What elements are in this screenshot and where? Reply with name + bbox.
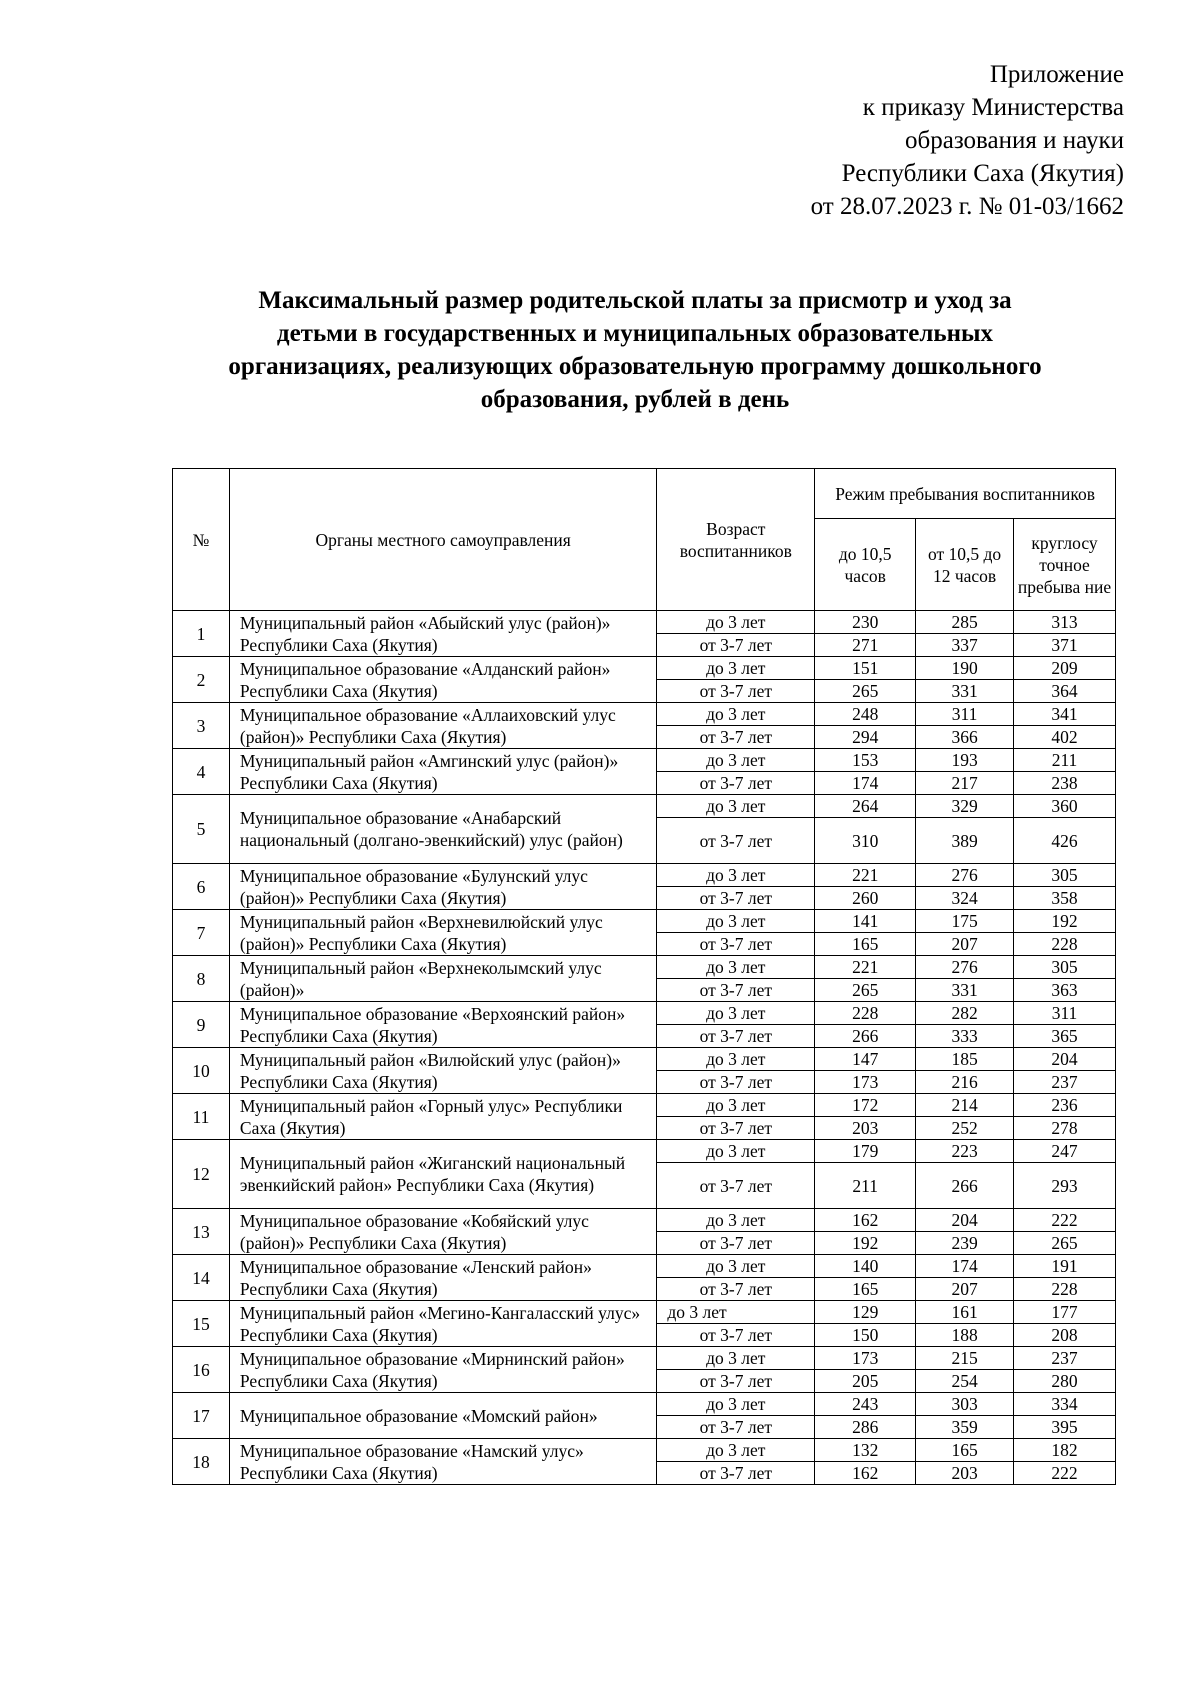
fee-round-the-clock: 204 xyxy=(1014,1048,1116,1071)
header-line: к приказу Министерства xyxy=(862,94,1124,121)
organization-name: Муниципальное образование «Анабарский национальный (долгано-эвенкийский) улус (район) xyxy=(229,795,656,864)
fee-10-5-to-12: 329 xyxy=(916,795,1014,818)
organization-name: Муниципальное образование «Аллаиховский улус (район)» Республики Саха (Якутия) xyxy=(229,703,656,749)
age-group: до 3 лет xyxy=(657,1048,815,1071)
age-group: до 3 лет xyxy=(657,1255,815,1278)
fee-up-to-10-5: 165 xyxy=(815,1278,916,1301)
table-row xyxy=(173,1255,1116,1278)
age-group: до 3 лет xyxy=(657,611,815,634)
organization-name: Муниципальное образование «Алданский район» Республики Саха (Якутия) xyxy=(229,657,656,703)
col-header-stay-mode: Режим пребывания воспитанников xyxy=(815,469,1116,519)
age-group: до 3 лет xyxy=(657,956,815,979)
age-group: до 3 лет xyxy=(657,1301,815,1324)
fee-up-to-10-5: 221 xyxy=(815,956,916,979)
fee-10-5-to-12: 331 xyxy=(916,680,1014,703)
table-row xyxy=(173,910,1116,933)
table-row xyxy=(173,1209,1116,1232)
age-group: от 3-7 лет xyxy=(657,680,815,703)
fee-round-the-clock: 426 xyxy=(1014,818,1116,864)
col-header-round-the-clock: круглосу точное пребыва ние xyxy=(1014,519,1116,611)
fee-up-to-10-5: 132 xyxy=(815,1439,916,1462)
fee-10-5-to-12: 254 xyxy=(916,1370,1014,1393)
fee-10-5-to-12: 333 xyxy=(916,1025,1014,1048)
fee-round-the-clock: 236 xyxy=(1014,1094,1116,1117)
fee-10-5-to-12: 331 xyxy=(916,979,1014,1002)
fee-up-to-10-5: 265 xyxy=(815,979,916,1002)
age-group: от 3-7 лет xyxy=(657,979,815,1002)
age-group: до 3 лет xyxy=(657,1393,815,1416)
fee-round-the-clock: 363 xyxy=(1014,979,1116,1002)
age-group: от 3-7 лет xyxy=(657,1071,815,1094)
organization-name: Муниципальное образование «Момский район» xyxy=(229,1393,656,1439)
row-number: 4 xyxy=(173,749,230,795)
fee-up-to-10-5: 153 xyxy=(815,749,916,772)
table-row xyxy=(173,1094,1116,1117)
organization-name: Муниципальный район «Верхнеколымский улус (район)» xyxy=(229,956,656,1002)
fee-up-to-10-5: 192 xyxy=(815,1232,916,1255)
fee-round-the-clock: 341 xyxy=(1014,703,1116,726)
col-header-age: Возраст воспитанников xyxy=(657,469,815,611)
fee-up-to-10-5: 129 xyxy=(815,1301,916,1324)
table-body xyxy=(173,611,1116,1485)
fee-up-to-10-5: 228 xyxy=(815,1002,916,1025)
row-number: 10 xyxy=(173,1048,230,1094)
age-group: до 3 лет xyxy=(657,1002,815,1025)
header-line: Республики Саха (Якутия) xyxy=(841,160,1124,187)
row-number: 11 xyxy=(173,1094,230,1140)
age-group: до 3 лет xyxy=(657,910,815,933)
age-group: до 3 лет xyxy=(657,749,815,772)
organization-name: Муниципальное образование «Мирнинский район» Республики Саха (Якутия) xyxy=(229,1347,656,1393)
fee-up-to-10-5: 286 xyxy=(815,1416,916,1439)
table-row xyxy=(173,749,1116,772)
fee-10-5-to-12: 203 xyxy=(916,1462,1014,1485)
row-number: 5 xyxy=(173,795,230,864)
fee-up-to-10-5: 205 xyxy=(815,1370,916,1393)
fee-up-to-10-5: 264 xyxy=(815,795,916,818)
fee-up-to-10-5: 310 xyxy=(815,818,916,864)
fee-10-5-to-12: 207 xyxy=(916,933,1014,956)
fee-10-5-to-12: 337 xyxy=(916,634,1014,657)
appendix-header xyxy=(811,58,1124,223)
fee-up-to-10-5: 248 xyxy=(815,703,916,726)
age-group: от 3-7 лет xyxy=(657,1163,815,1209)
age-group: до 3 лет xyxy=(657,703,815,726)
row-number: 9 xyxy=(173,1002,230,1048)
fee-round-the-clock: 265 xyxy=(1014,1232,1116,1255)
document-title xyxy=(160,284,1110,416)
row-number: 13 xyxy=(173,1209,230,1255)
fee-10-5-to-12: 282 xyxy=(916,1002,1014,1025)
organization-name: Муниципальный район «Жиганский национальный эвенкийский район» Республики Саха (Якутия) xyxy=(229,1140,656,1209)
fee-round-the-clock: 311 xyxy=(1014,1002,1116,1025)
fee-up-to-10-5: 203 xyxy=(815,1117,916,1140)
age-group: от 3-7 лет xyxy=(657,1025,815,1048)
age-group: до 3 лет xyxy=(657,657,815,680)
age-group: до 3 лет xyxy=(657,1094,815,1117)
fee-10-5-to-12: 175 xyxy=(916,910,1014,933)
fee-10-5-to-12: 174 xyxy=(916,1255,1014,1278)
table-row xyxy=(173,1002,1116,1025)
fee-10-5-to-12: 216 xyxy=(916,1071,1014,1094)
fee-round-the-clock: 237 xyxy=(1014,1071,1116,1094)
row-number: 17 xyxy=(173,1393,230,1439)
table-row xyxy=(173,956,1116,979)
fee-up-to-10-5: 243 xyxy=(815,1393,916,1416)
fee-up-to-10-5: 172 xyxy=(815,1094,916,1117)
fee-10-5-to-12: 303 xyxy=(916,1393,1014,1416)
organization-name: Муниципальное образование «Ленский район» Республики Саха (Якутия) xyxy=(229,1255,656,1301)
row-number: 8 xyxy=(173,956,230,1002)
fee-10-5-to-12: 188 xyxy=(916,1324,1014,1347)
fee-10-5-to-12: 223 xyxy=(916,1140,1014,1163)
row-number: 6 xyxy=(173,864,230,910)
title-line: детьми в государственных и муниципальных образовательных xyxy=(276,320,994,347)
table-row xyxy=(173,1048,1116,1071)
fee-round-the-clock: 280 xyxy=(1014,1370,1116,1393)
age-group: от 3-7 лет xyxy=(657,887,815,910)
fee-10-5-to-12: 215 xyxy=(916,1347,1014,1370)
fee-10-5-to-12: 207 xyxy=(916,1278,1014,1301)
title-line: организациях, реализующих образовательную программу дошкольного xyxy=(228,353,1042,380)
age-group: от 3-7 лет xyxy=(657,772,815,795)
row-number: 14 xyxy=(173,1255,230,1301)
organization-name: Муниципальный район «Верхневилюйский улус (район)» Республики Саха (Якутия) xyxy=(229,910,656,956)
fee-round-the-clock: 360 xyxy=(1014,795,1116,818)
organization-name: Муниципальный район «Мегино-Кангаласский улус» Республики Саха (Якутия) xyxy=(229,1301,656,1347)
fee-10-5-to-12: 359 xyxy=(916,1416,1014,1439)
fee-round-the-clock: 177 xyxy=(1014,1301,1116,1324)
fee-table xyxy=(172,468,1116,1485)
col-header-organization: Органы местного самоуправления xyxy=(229,469,656,611)
organization-name: Муниципальное образование «Булунский улус (район)» Республики Саха (Якутия) xyxy=(229,864,656,910)
title-line: Максимальный размер родительской платы за присмотр и уход за xyxy=(258,287,1012,314)
title-line: образования, рублей в день xyxy=(480,386,790,413)
fee-round-the-clock: 293 xyxy=(1014,1163,1116,1209)
age-group: от 3-7 лет xyxy=(657,1232,815,1255)
fee-10-5-to-12: 214 xyxy=(916,1094,1014,1117)
fee-round-the-clock: 371 xyxy=(1014,634,1116,657)
row-number: 18 xyxy=(173,1439,230,1485)
table-row xyxy=(173,611,1116,634)
row-number: 15 xyxy=(173,1301,230,1347)
fee-up-to-10-5: 147 xyxy=(815,1048,916,1071)
fee-10-5-to-12: 161 xyxy=(916,1301,1014,1324)
header-line: от 28.07.2023 г. № 01-03/1662 xyxy=(810,193,1124,220)
fee-round-the-clock: 228 xyxy=(1014,933,1116,956)
fee-up-to-10-5: 162 xyxy=(815,1209,916,1232)
organization-name: Муниципальное образование «Намский улус» Республики Саха (Якутия) xyxy=(229,1439,656,1485)
header-line: Приложение xyxy=(989,61,1124,88)
fee-round-the-clock: 305 xyxy=(1014,956,1116,979)
age-group: от 3-7 лет xyxy=(657,1370,815,1393)
age-group: от 3-7 лет xyxy=(657,726,815,749)
fee-up-to-10-5: 260 xyxy=(815,887,916,910)
table-row xyxy=(173,795,1116,818)
age-group: от 3-7 лет xyxy=(657,1324,815,1347)
age-group: от 3-7 лет xyxy=(657,1278,815,1301)
fee-up-to-10-5: 140 xyxy=(815,1255,916,1278)
age-group: до 3 лет xyxy=(657,795,815,818)
fee-round-the-clock: 228 xyxy=(1014,1278,1116,1301)
fee-up-to-10-5: 271 xyxy=(815,634,916,657)
fee-10-5-to-12: 252 xyxy=(916,1117,1014,1140)
organization-name: Муниципальный район «Абыйский улус (район)» Республики Саха (Якутия) xyxy=(229,611,656,657)
fee-round-the-clock: 278 xyxy=(1014,1117,1116,1140)
fee-10-5-to-12: 266 xyxy=(916,1163,1014,1209)
fee-up-to-10-5: 173 xyxy=(815,1347,916,1370)
row-number: 1 xyxy=(173,611,230,657)
fee-round-the-clock: 402 xyxy=(1014,726,1116,749)
fee-round-the-clock: 192 xyxy=(1014,910,1116,933)
table-row xyxy=(173,1347,1116,1370)
row-number: 16 xyxy=(173,1347,230,1393)
fee-10-5-to-12: 165 xyxy=(916,1439,1014,1462)
age-group: от 3-7 лет xyxy=(657,1462,815,1485)
fee-round-the-clock: 305 xyxy=(1014,864,1116,887)
fee-10-5-to-12: 217 xyxy=(916,772,1014,795)
row-number: 7 xyxy=(173,910,230,956)
fee-up-to-10-5: 230 xyxy=(815,611,916,634)
table-row xyxy=(173,1393,1116,1416)
fee-10-5-to-12: 239 xyxy=(916,1232,1014,1255)
fee-10-5-to-12: 276 xyxy=(916,956,1014,979)
organization-name: Муниципальное образование «Кобяйский улус (район)» Республики Саха (Якутия) xyxy=(229,1209,656,1255)
fee-round-the-clock: 237 xyxy=(1014,1347,1116,1370)
age-group: до 3 лет xyxy=(657,1140,815,1163)
fee-up-to-10-5: 165 xyxy=(815,933,916,956)
col-header-number: № xyxy=(173,469,230,611)
fee-10-5-to-12: 324 xyxy=(916,887,1014,910)
fee-10-5-to-12: 276 xyxy=(916,864,1014,887)
fee-round-the-clock: 358 xyxy=(1014,887,1116,910)
table-row xyxy=(173,1140,1116,1163)
age-group: от 3-7 лет xyxy=(657,1416,815,1439)
table-row xyxy=(173,703,1116,726)
row-number: 3 xyxy=(173,703,230,749)
fee-10-5-to-12: 190 xyxy=(916,657,1014,680)
row-number: 12 xyxy=(173,1140,230,1209)
fee-round-the-clock: 334 xyxy=(1014,1393,1116,1416)
col-header-up-to-10-5: до 10,5 часов xyxy=(815,519,916,611)
fee-up-to-10-5: 179 xyxy=(815,1140,916,1163)
fee-round-the-clock: 364 xyxy=(1014,680,1116,703)
fee-up-to-10-5: 162 xyxy=(815,1462,916,1485)
fee-up-to-10-5: 221 xyxy=(815,864,916,887)
fee-up-to-10-5: 266 xyxy=(815,1025,916,1048)
organization-name: Муниципальный район «Горный улус» Республики Саха (Якутия) xyxy=(229,1094,656,1140)
fee-up-to-10-5: 265 xyxy=(815,680,916,703)
table-row xyxy=(173,1301,1116,1324)
age-group: от 3-7 лет xyxy=(657,1117,815,1140)
fee-10-5-to-12: 185 xyxy=(916,1048,1014,1071)
fee-10-5-to-12: 389 xyxy=(916,818,1014,864)
fee-10-5-to-12: 311 xyxy=(916,703,1014,726)
row-number: 2 xyxy=(173,657,230,703)
fee-round-the-clock: 208 xyxy=(1014,1324,1116,1347)
fee-round-the-clock: 395 xyxy=(1014,1416,1116,1439)
organization-name: Муниципальный район «Амгинский улус (район)» Республики Саха (Якутия) xyxy=(229,749,656,795)
table-row xyxy=(173,1439,1116,1462)
header-line: образования и науки xyxy=(905,127,1124,154)
fee-up-to-10-5: 173 xyxy=(815,1071,916,1094)
fee-10-5-to-12: 366 xyxy=(916,726,1014,749)
age-group: до 3 лет xyxy=(657,864,815,887)
organization-name: Муниципальное образование «Верхоянский район» Республики Саха (Якутия) xyxy=(229,1002,656,1048)
table-row xyxy=(173,864,1116,887)
fee-up-to-10-5: 211 xyxy=(815,1163,916,1209)
fee-round-the-clock: 313 xyxy=(1014,611,1116,634)
fee-10-5-to-12: 193 xyxy=(916,749,1014,772)
age-group: до 3 лет xyxy=(657,1439,815,1462)
fee-round-the-clock: 222 xyxy=(1014,1209,1116,1232)
organization-name: Муниципальный район «Вилюйский улус (район)» Республики Саха (Якутия) xyxy=(229,1048,656,1094)
fee-10-5-to-12: 204 xyxy=(916,1209,1014,1232)
fee-10-5-to-12: 285 xyxy=(916,611,1014,634)
fee-up-to-10-5: 151 xyxy=(815,657,916,680)
fee-round-the-clock: 365 xyxy=(1014,1025,1116,1048)
fee-round-the-clock: 209 xyxy=(1014,657,1116,680)
age-group: от 3-7 лет xyxy=(657,818,815,864)
age-group: до 3 лет xyxy=(657,1347,815,1370)
fee-round-the-clock: 191 xyxy=(1014,1255,1116,1278)
fee-up-to-10-5: 150 xyxy=(815,1324,916,1347)
fee-round-the-clock: 238 xyxy=(1014,772,1116,795)
fee-round-the-clock: 222 xyxy=(1014,1462,1116,1485)
fee-round-the-clock: 182 xyxy=(1014,1439,1116,1462)
fee-round-the-clock: 211 xyxy=(1014,749,1116,772)
fee-up-to-10-5: 174 xyxy=(815,772,916,795)
fee-up-to-10-5: 294 xyxy=(815,726,916,749)
col-header-10-5-to-12: от 10,5 до 12 часов xyxy=(916,519,1014,611)
age-group: от 3-7 лет xyxy=(657,933,815,956)
age-group: от 3-7 лет xyxy=(657,634,815,657)
age-group: до 3 лет xyxy=(657,1209,815,1232)
fee-up-to-10-5: 141 xyxy=(815,910,916,933)
fee-round-the-clock: 247 xyxy=(1014,1140,1116,1163)
table-row xyxy=(173,657,1116,680)
